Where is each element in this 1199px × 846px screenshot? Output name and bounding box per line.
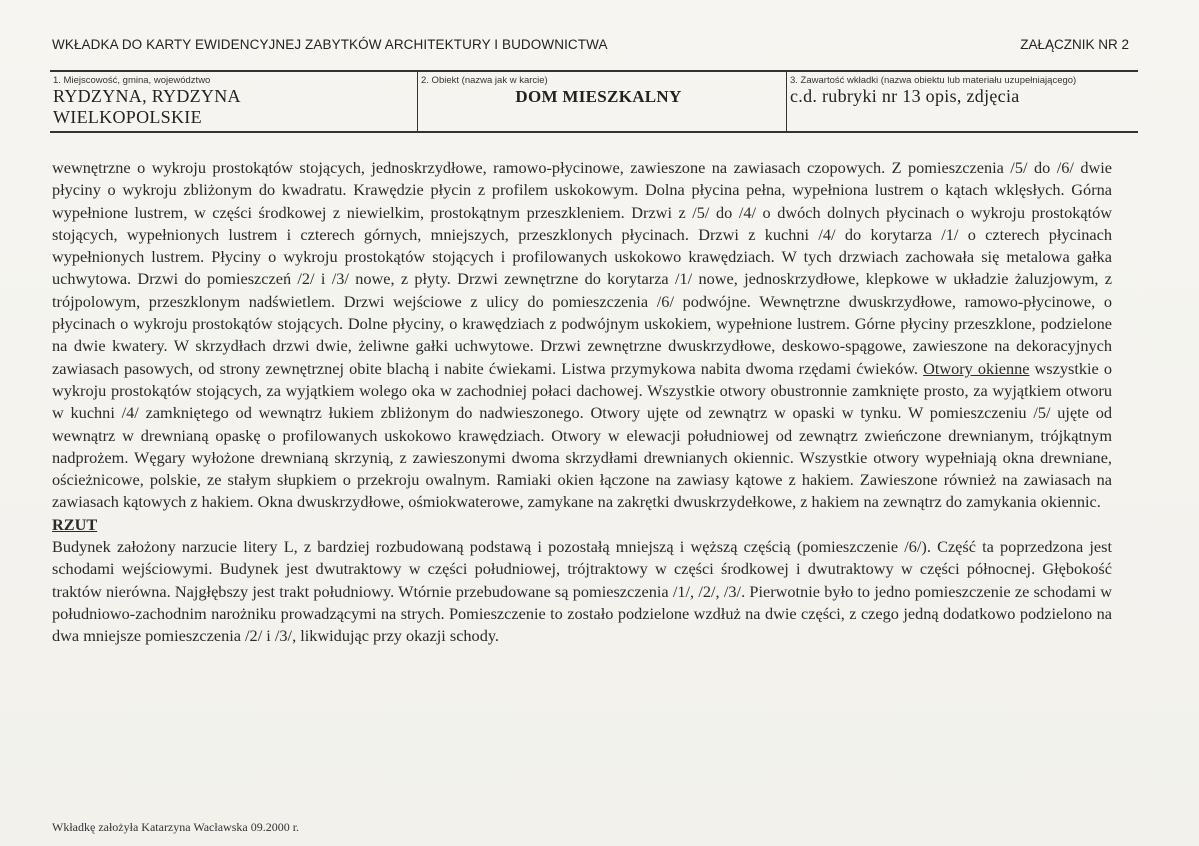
paragraph-doors-windows [52,157,1112,514]
field-location [50,72,417,131]
field-contents-value: c.d. rubryki nr 13 opis, zdjęcia [790,86,1020,106]
annex-number: ZAŁĄCZNIK NR 2 [1020,37,1129,52]
form-fields-box [50,70,1138,133]
field-object-value: DOM MIESZKALNY [515,87,682,106]
paragraph-plan: Budynek założony narzucie litery L, z bardziej rozbudowaną podstawą i pozostałą mniejszą i węższą częścią (pomieszczenie /6/). Część ta poprzedzona jest schodami wejściowymi. Budynek jest dwutraktowy w części południowej, trójtraktowy w części środkowej i dwutraktowy w części północnej. Głębokość traktów nierówna. Najgłębszy jest trakt południowy. Wtórnie przebudowane są pomieszczenia /1/, /2/, /3/. Pierwotnie było to jedno pomieszczenie ze schodami w południowo-zachodnim narożniku prowadzącymi na strych. Pomieszczenie to zostało podzielone wzdłuż na dwie części, z czego jedną dodatkowo podzielono na dwa mniejsze pomieszczenia /2/ i /3/, likwidując przy okazji schody. [52,537,1112,646]
document-title: WKŁADKA DO KARTY EWIDENCYJNEJ ZABYTKÓW ARCHITEKTURY I BUDOWNICTWA [52,37,608,52]
field-location-value [53,86,417,128]
field-contents-label: 3. Zawartość wkładki (nazwa obiektu lub materiału uzupełniającego) [790,75,1077,86]
paragraph-doors-text: wewnętrzne o wykroju prostokątów stojących, jednoskrzydłowe, ramowo-płycinowe, zawieszone na zawiasach czopowych. Z pomieszczenia /5/ do /6/ dwie płyciny o wykroju zbliżonym do kwadratu. Krawędzie płycin z profilem uskokowym. Dolna płycina pełna, wypełniona lustrem o kątach wklęsłych. Górna wypełnione lustrem, w części środkowej z niewielkim, prostokątnym przeszkleniem. Drzwi z /5/ do /4/ o dwóch dolnych płycinach o wykroju prostokątów stojących, wypełnionych lustrem i czterech górnych, mniejszych, przeszklonych płycinach. Drzwi z kuchni /4/ do korytarza /1/ o czterech płycinach wypełnionych lustrem. Płyciny o wykroju prostokątów stojących i profilowanych uskokowo krawędziach. W tych drzwiach zachowała się metalowa gałka uchwytowa. Drzwi do pomieszczeń /2/ i /3/ nowe, z płyty. Drzwi zewnętrzne do korytarza /1/ nowe, jednoskrzydłowe, klepkowe w układzie żaluzjowym, z trójpolowym, przeszklonym nadświetlem. Drzwi wejściowe z ulicy do pomieszczenia /6/ podwójne. Wewnętrzne dwuskrzydłowe, ramowo-płycinowe, o płycinach o wykroju prostokątów stojących. Dolne płyciny, o krawędziach z podwójnym uskokiem, wypełnione lustrem. Górne płyciny przeszklone, podzielone na dwie kwatery. W skrzydłach drzwi dwie, żeliwne gałki uchwytowe. Drzwi zewnętrzne dwuskrzydłowe, deskowo-spągowe, zawieszone na dekoracyjnych zawiasach pasowych, od strony zewnętrznej obite blachą i nabite ćwiekami. Listwa przymykowa nabita dwoma rzędami ćwieków. [52,158,1112,378]
footer-author-note: Wkładkę założyła Katarzyna Wacławska 09.2000 r. [52,820,300,834]
openings-subheading: Otwory okienne [923,358,1030,378]
field-contents [786,72,1138,131]
field-object-label: 2. Obiekt (nazwa jak w karcie) [421,75,548,86]
field-location-value-line1: RYDZYNA, RYDZYNA [53,86,241,106]
field-object [417,72,786,131]
description-body [52,157,1112,648]
paragraph-windows-text: wszystkie o wykroju prostokątów stojących, za wyjątkiem wolego oka w zachodniej połaci dachowej. Wszystkie otwory obustronnie zamknięte prosto, za wyjątkiem otworu w kuchni /4/ zamkniętego od wewnątrz łukiem zbliżonym do nadwieszonego. Otwory ujęte od zewnątrz w opaski w tynku. W pomieszczeniu /5/ ujęte od wewnątrz w drewnianą opaskę o profilowanych uskokowo krawędziach. Otwory w elewacji południowej od zewnątrz zwieńczone drewnianym, trójkątnym nadprożem. Węgary wyłożone drewnianą skrzynią, z zawieszonymi dwoma skrzydłami drewnianych okiennic. Wszystkie otwory wypełniają okna drewniane, ościeżnicowe, polskie, ze stałym słupkiem o przekroju owalnym. Ramiaki okien łączone na zawiasy kątowe z hakiem. Zawieszone również na zawiasach na zawiasach kątowych z hakiem. Okna dwuskrzydłowe, ośmiokwaterowe, zamykane na zakrętki dwuskrzydełkowe, z hakiem na zewnątrz do zamykania okiennic. [52,358,1112,512]
section-heading-plan: RZUT [52,514,98,534]
field-location-label: 1. Miejscowość, gmina, województwo [53,75,211,86]
field-location-value-line2: WIELKOPOLSKIE [53,107,202,127]
